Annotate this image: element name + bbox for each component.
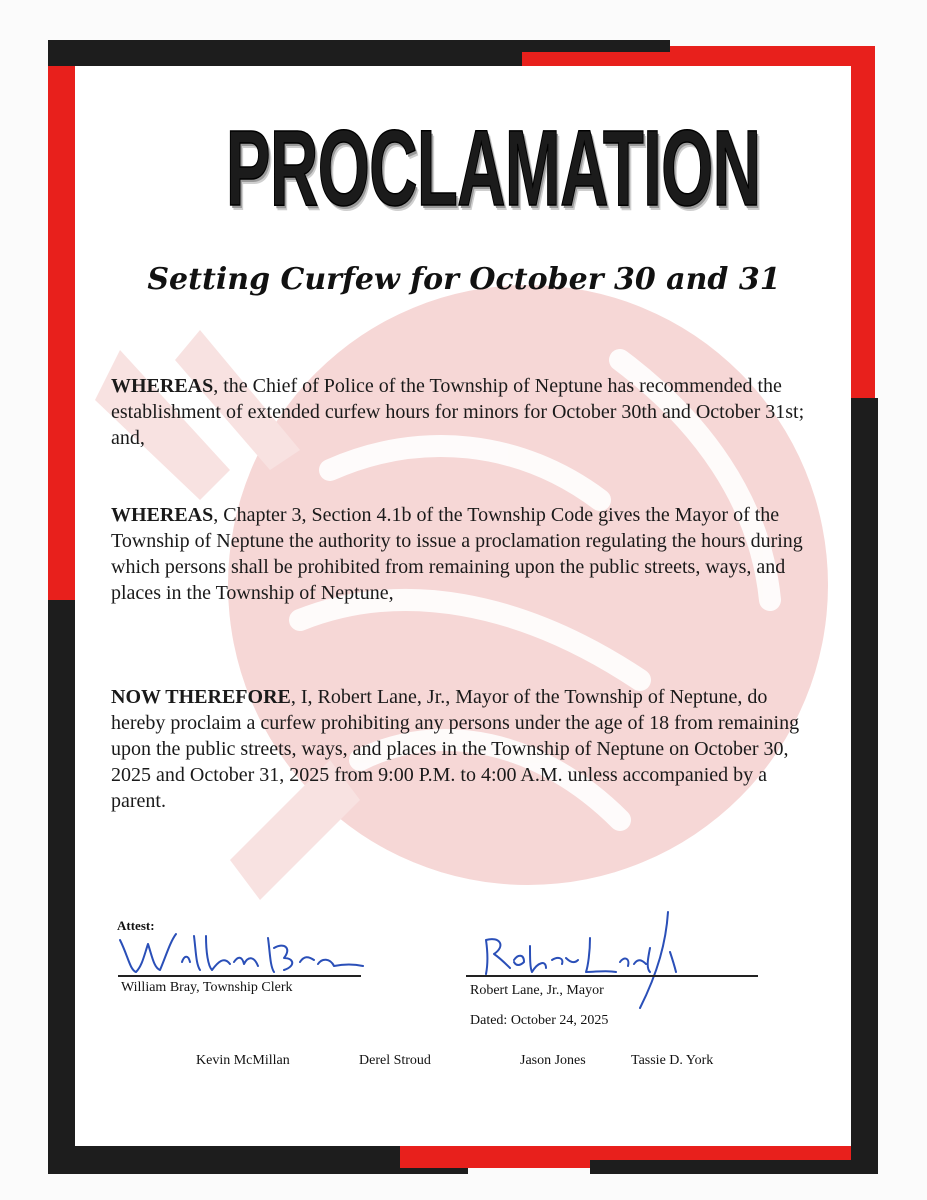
clerk-name: William Bray, Township Clerk <box>121 980 293 995</box>
attest-label: Attest: <box>117 918 155 933</box>
council-member: Tassie D. York <box>631 1053 714 1068</box>
whereas-paragraph-2 <box>111 502 811 606</box>
paragraph-lead: WHEREAS <box>111 375 214 397</box>
now-therefore-paragraph <box>111 684 811 814</box>
clerk-signature-icon <box>108 926 368 982</box>
whereas-paragraph-1 <box>111 373 811 451</box>
page-title: PROCLAMATION <box>225 107 761 228</box>
paragraph-lead: WHEREAS <box>111 504 214 526</box>
council-member: Derel Stroud <box>359 1053 431 1068</box>
dated-text: Dated: October 24, 2025 <box>470 1013 609 1028</box>
paragraph-text: , Chapter 3, Section 4.1b of the Township Code gives the Mayor of the Township of Neptune the authority to issue a proclamation regulating the hours during which persons shall be prohibited from remaining upon the public streets, ways, and places in the Township of Neptune, <box>111 504 803 604</box>
page-subtitle: Setting Curfew for October 30 and 31 <box>147 262 781 297</box>
mayor-signature-line <box>466 975 758 977</box>
council-member: Jason Jones <box>520 1053 586 1068</box>
paragraph-text: , the Chief of Police of the Township of Neptune has recommended the establishment of extended curfew hours for minors for October 30th and October 31st; and, <box>111 375 805 449</box>
mayor-name: Robert Lane, Jr., Mayor <box>470 983 604 998</box>
council-member: Kevin McMillan <box>196 1053 290 1068</box>
paragraph-lead: NOW THEREFORE <box>111 686 291 708</box>
clerk-signature-line <box>118 975 361 977</box>
paragraph-text: , I, Robert Lane, Jr., Mayor of the Township of Neptune, do hereby proclaim a curfew prohibiting any persons under the age of 18 from remaining upon the public streets, ways, and places in the Township of Neptune on October 30, 2025 and October 31, 2025 from 9:00 P.M. to 4:00 A.M. unless accompanied by a parent. <box>111 686 800 812</box>
